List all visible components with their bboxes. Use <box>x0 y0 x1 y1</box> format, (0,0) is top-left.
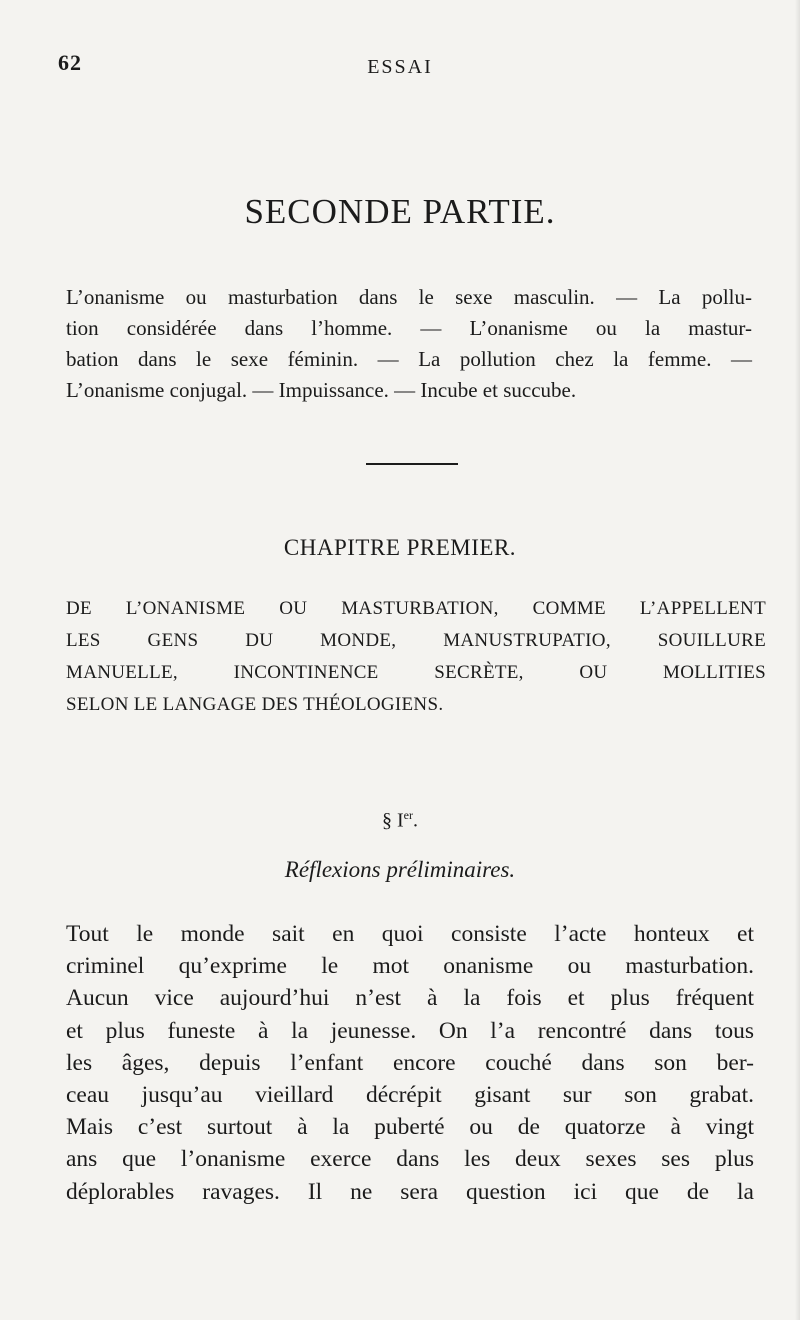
chapter-subtitle <box>66 593 766 721</box>
body-line: Mais c’est surtout à la puberté ou de quatorze à vingt <box>66 1114 754 1141</box>
part-summary <box>66 282 752 406</box>
page-number: 62 <box>58 50 82 75</box>
section-mark-period: . <box>413 809 418 832</box>
chapter-subtitle-line: LES GENS DU MONDE, MANUSTRUPATIO, SOUILLURE <box>66 630 766 651</box>
summary-line: tion considérée dans l’homme. — L’onanisme ou la mastur- <box>66 316 752 340</box>
section-number <box>0 808 800 833</box>
body-line: ceau jusqu’au vieillard décrépit gisant sur son grabat. <box>66 1082 754 1109</box>
summary-line: L’onanisme conjugal. — Impuissance. — Incube et succube. <box>66 378 577 402</box>
body-line: Tout le monde sait en quoi consiste l’acte honteux et <box>66 921 754 947</box>
body-line: criminel qu’exprime le mot onanisme ou masturbation. <box>66 953 754 980</box>
summary-line: bation dans le sexe féminin. — La pollution chez la femme. — <box>66 347 752 371</box>
summary-line: L’onanisme ou masturbation dans le sexe masculin. — La pollu- <box>66 285 752 309</box>
body-line: Aucun vice aujourd’hui n’est à la fois et plus fréquent <box>66 985 754 1012</box>
body-paragraph <box>66 918 754 1208</box>
body-line: déplorables ravages. Il ne sera question ici que de la <box>66 1178 754 1205</box>
section-mark-text: § I <box>382 809 404 832</box>
part-title: SECONDE PARTIE. <box>244 192 556 231</box>
section-heading: Réflexions préliminaires. <box>284 857 516 882</box>
running-head: ESSAI <box>367 56 433 78</box>
section-divider-rule <box>366 463 458 465</box>
chapter-subtitle-line: MANUELLE, INCONTINENCE SECRÈTE, OU MOLLITIES <box>66 662 766 683</box>
body-line: et plus funeste à la jeunesse. On l’a rencontré dans tous <box>66 1017 754 1044</box>
body-line: ans que l’onanisme exerce dans les deux sexes ses plus <box>66 1146 754 1173</box>
body-line: les âges, depuis l’enfant encore couché dans son ber- <box>66 1049 754 1076</box>
chapter-title: CHAPITRE PREMIER. <box>283 535 517 560</box>
section-mark-superscript: er <box>403 808 413 822</box>
chapter-subtitle-line: SELON LE LANGAGE DES THÉOLOGIENS. <box>66 694 444 715</box>
chapter-subtitle-line: DE L’ONANISME OU MASTURBATION, COMME L’APPELLENT <box>66 598 766 619</box>
page-edge-shadow <box>795 0 800 1320</box>
